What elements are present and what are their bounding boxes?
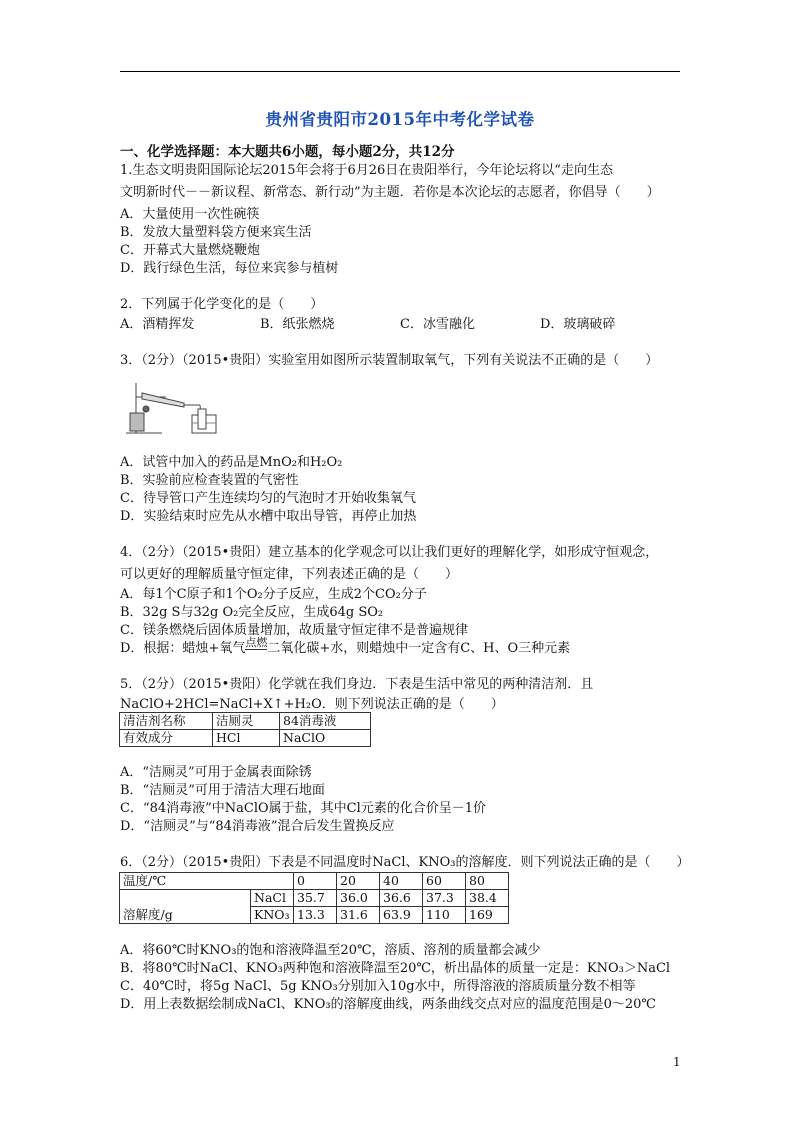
- table-cell: 13.3: [294, 907, 337, 924]
- table-cell: 169: [466, 907, 509, 924]
- q5-stem-line1: 5．（2分）（2015•贵阳）化学就在我们身边．下表是生活中常见的两种清洁剂．且: [120, 677, 594, 692]
- table-row: [120, 713, 371, 730]
- table-cell: 35.7: [294, 890, 337, 907]
- table-cell: 40: [380, 873, 423, 890]
- q4-stem-line2: 可以更好的理解质量守恒定律，下列表述正确的是（ ）: [120, 567, 459, 582]
- table-cell: KNO₃: [251, 907, 294, 924]
- q1-option-a: A．大量使用一次性碗筷: [120, 207, 260, 222]
- q1-stem-line2: 文明新时代－－新议程、新常态、新行动”为主题．若你是本次论坛的志愿者，你倡导（ ）: [120, 185, 660, 200]
- q4-option-d: [120, 636, 571, 658]
- q1-option-b: B．发放大量塑料袋方便来宾生活: [120, 225, 312, 240]
- q3-option-c: C．待导管口产生连续均匀的气泡时才开始收集氧气: [120, 491, 416, 506]
- table-cell: 31.6: [337, 907, 380, 924]
- table-cell: 38.4: [466, 890, 509, 907]
- table-cell: 0: [294, 873, 337, 890]
- table-cell: 温度/℃: [120, 873, 294, 890]
- q2-stem: 2．下列属于化学变化的是（ ）: [120, 297, 324, 312]
- table-cell: 60: [423, 873, 466, 890]
- q5-option-a: A．“洁厕灵”可用于金属表面除锈: [120, 765, 312, 780]
- q3-option-d: D．实验结束时应先从水槽中取出导管，再停止加热: [120, 509, 417, 524]
- q4-option-b: B．32g S与32g O₂完全反应，生成64g SO₂: [120, 605, 384, 620]
- table-cell: 84消毒液: [280, 713, 371, 730]
- q2-option-c: C．冰雪融化: [400, 317, 475, 332]
- q1-option-c: C．开幕式大量燃烧鞭炮: [120, 243, 260, 258]
- cleaner-table: [119, 712, 371, 747]
- oxygen-apparatus-diagram: [122, 379, 220, 437]
- table-cell: 80: [466, 873, 509, 890]
- q3-option-a: A．试管中加入的药品是MnO₂和H₂O₂: [120, 455, 343, 470]
- q1-stem-line1: 1.生态文明贵阳国际论坛2015年会将于6月26日在贵阳举行，今年论坛将以“走向生态: [120, 163, 613, 178]
- q4-option-d-post: 二氧化碳+水，则蜡烛中一定含有C、H、O三种元素: [267, 641, 571, 656]
- header-rule: [120, 71, 680, 72]
- table-cell: 36.0: [337, 890, 380, 907]
- q5-option-b: B．“洁厕灵”可用于清洁大理石地面: [120, 783, 325, 798]
- table-cell: 洁厕灵: [213, 713, 280, 730]
- table-cell: 63.9: [380, 907, 423, 924]
- table-cell: 36.6: [380, 890, 423, 907]
- table-row: [120, 890, 509, 907]
- table-cell: 37.3: [423, 890, 466, 907]
- q4-stem-line1: 4．（2分）（2015•贵阳）建立基本的化学观念可以让我们更好的理解化学，如形成守恒观念，: [120, 545, 659, 560]
- q6-option-a: A．将60℃时KNO₃的饱和溶液降温至20℃，溶质、溶剂的质量都会减少: [120, 943, 541, 958]
- reaction-condition: 点燃: [245, 636, 268, 649]
- q5-option-c: C．“84消毒液”中NaClO属于盐，其中Cl元素的化合价呈－1价: [120, 801, 487, 816]
- q4-option-a: A．每1个C原子和1个O₂分子反应，生成2个CO₂分子: [120, 587, 427, 602]
- section-heading: 一、化学选择题：本大题共6小题，每小题2分，共12分: [120, 144, 455, 160]
- table-cell: HCl: [213, 730, 280, 747]
- table-row: [120, 730, 371, 747]
- table-cell: 20: [337, 873, 380, 890]
- solubility-table: [119, 872, 509, 924]
- table-cell: 清洁剂名称: [120, 713, 213, 730]
- q3-stem: 3．（2分）（2015•贵阳）实验室用如图所示装置制取氧气，下列有关说法不正确的是（ ）: [120, 353, 659, 368]
- table-cell: 溶解度/g: [120, 890, 251, 924]
- q4-option-c: C．镁条燃烧后固体质量增加，故质量守恒定律不是普遍规律: [120, 623, 468, 638]
- table-cell: NaCl: [251, 890, 294, 907]
- table-cell: 110: [423, 907, 466, 924]
- q4-option-d-pre: D．根据：蜡烛+氧气: [120, 641, 246, 656]
- q2-option-a: A．酒精挥发: [120, 317, 195, 332]
- q3-option-b: B．实验前应检查装置的气密性: [120, 473, 299, 488]
- q1-option-d: D．践行绿色生活，每位来宾参与植树: [120, 261, 339, 276]
- q2-option-d: D．玻璃破碎: [540, 317, 616, 332]
- q6-option-d: D．用上表数据绘制成NaCl、KNO₃的溶解度曲线，两条曲线交点对应的温度范围是0～20℃: [120, 997, 656, 1012]
- table-cell: NaClO: [280, 730, 371, 747]
- q5-option-d: D．“洁厕灵”与“84消毒液”混合后发生置换反应: [120, 819, 395, 834]
- page-title: 贵州省贵阳市2015年中考化学试卷: [265, 110, 535, 129]
- q6-option-c: C．40℃时，将5g NaCl、5g KNO₃分别加入10g水中，所得溶液的溶质质量分数不相等: [120, 979, 636, 994]
- q6-stem: 6．（2分）（2015•贵阳）下表是不同温度时NaCl、KNO₃的溶解度．则下列说法正确的是（ ）: [120, 855, 690, 870]
- table-cell: 有效成分: [120, 730, 213, 747]
- page-number: 1: [673, 1055, 681, 1069]
- table-row: [120, 873, 509, 890]
- q6-option-b: B．将80℃时NaCl、KNO₃两种饱和溶液降温至20℃，析出晶体的质量一定是：KNO₃＞NaCl: [120, 961, 671, 976]
- q2-option-b: B．纸张燃烧: [260, 317, 335, 332]
- q5-stem-line2: NaClO+2HCl=NaCl+X↑+H₂O．则下列说法正确的是（ ）: [120, 697, 504, 712]
